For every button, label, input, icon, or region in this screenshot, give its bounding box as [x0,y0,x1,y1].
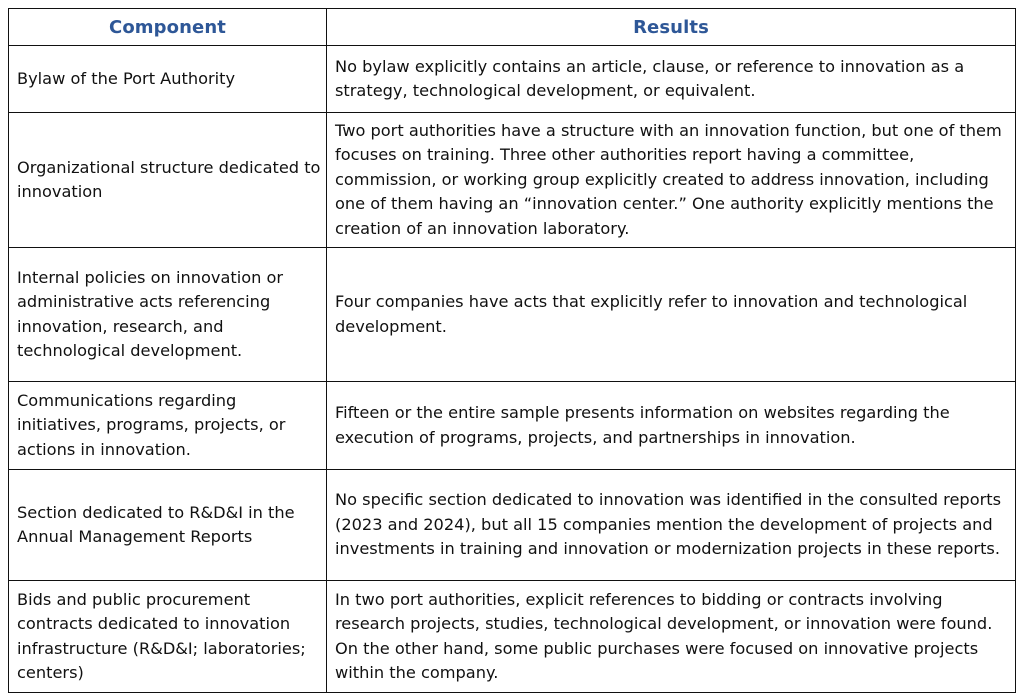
component-cell: Communications regarding initiatives, programs, projects, or actions in innovation. [9,382,327,470]
header-row [9,9,1016,46]
table-row [9,248,1016,382]
table-row [9,581,1016,693]
component-cell: Internal policies on innovation or administrative acts referencing innovation, research, and technological development. [9,248,327,382]
component-header: Component [9,9,327,46]
results-cell: Two port authorities have a structure with an innovation function, but one of them focuses on training. Three other authorities report having a committee, commission, or working group explicitly created to address innovation, including one of them having an “innovation center.” One authority explicitly mentions the creation of an innovation laboratory. [327,113,1016,248]
component-cell: Bids and public procurement contracts dedicated to innovation infrastructure (R&D&I; laboratories; centers) [9,581,327,693]
results-cell: No bylaw explicitly contains an article, clause, or reference to innovation as a strategy, technological development, or equivalent. [327,46,1016,113]
table-row [9,46,1016,113]
results-cell: Fifteen or the entire sample presents information on websites regarding the execution of programs, projects, and partnerships in innovation. [327,382,1016,470]
results-cell: No specific section dedicated to innovation was identified in the consulted reports (2023 and 2024), but all 15 companies mention the development of projects and investments in training and innovation or modernization projects in these reports. [327,470,1016,581]
results-cell: Four companies have acts that explicitly refer to innovation and technological development. [327,248,1016,382]
table-row [9,470,1016,581]
results-table [8,8,1016,693]
table-row [9,382,1016,470]
component-cell: Section dedicated to R&D&I in the Annual Management Reports [9,470,327,581]
component-cell: Bylaw of the Port Authority [9,46,327,113]
results-cell: In two port authorities, explicit references to bidding or contracts involving research projects, studies, technological development, or innovation were found. On the other hand, some public purchases were focused on innovative projects within the company. [327,581,1016,693]
table-row [9,113,1016,248]
results-header: Results [327,9,1016,46]
component-cell: Organizational structure dedicated to innovation [9,113,327,248]
